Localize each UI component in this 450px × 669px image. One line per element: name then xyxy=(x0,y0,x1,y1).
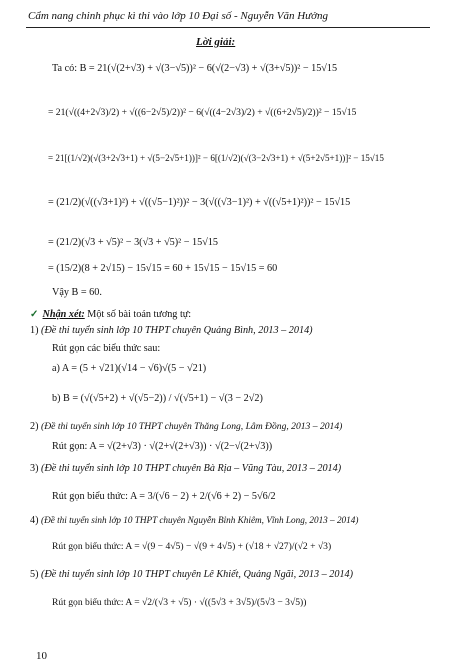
problem-intro: Rút gọn các biểu thức sau: xyxy=(52,343,161,354)
solution-heading: Lời giải: xyxy=(196,36,236,48)
remark-label: Nhận xét: xyxy=(42,309,85,320)
problem-part: b) B = (√(√5+2) + √(√5−2)) / √(√5+1) − √(3 − 2√2) xyxy=(52,393,263,404)
solution-line: Ta có: B = 21(√(2+√3) + √(3−√5))² − 6(√(2−√3) + √(3+√5))² − 15√15 xyxy=(52,63,338,74)
problem-source xyxy=(30,462,341,475)
problem-source xyxy=(30,514,358,527)
remark-text: Một số bài toán tương tự: xyxy=(84,309,192,320)
solution-line: = 21[(1/√2)(√(3+2√3+1) + √(5−2√5+1))]² − 6[(1/√2)(√(3−2√3+1) + √(5+2√5+1))]² − 15√15 xyxy=(48,153,384,163)
problem-source-text: (Đề thi tuyển sinh lớp 10 THPT chuyên Lê Khiết, Quảng Ngãi, 2013 – 2014) xyxy=(41,569,354,580)
problem-source xyxy=(30,568,353,581)
problem-source-text: (Đề thi tuyển sinh lớp 10 THPT chuyên Thăng Long, Lâm Đồng, 2013 – 2014) xyxy=(41,421,343,432)
problem-source xyxy=(30,420,342,433)
solution-line: = (21/2)(√3 + √5)² − 3(√3 + √5)² − 15√15 xyxy=(48,237,219,248)
problem-source xyxy=(30,324,313,337)
problem-intro: Rút gọn biểu thức: A = 3/(√6 − 2) + 2/(√6 + 2) − 5√6/2 xyxy=(52,491,276,502)
solution-line: = (21/2)(√((√3+1)²) + √((√5−1)²))² − 3(√((√3−1)²) + √((√5+1)²))² − 15√15 xyxy=(48,197,351,208)
problem-intro: Rút gọn biểu thức: A = √(9 − 4√5) − √(9 + 4√5) + (√18 + √27)/(√2 + √3) xyxy=(52,541,332,552)
remark xyxy=(30,308,191,321)
problem-source-text: (Đề thi tuyển sinh lớp 10 THPT chuyên Quảng Bình, 2013 – 2014) xyxy=(41,325,313,336)
problem-source-text: (Đề thi tuyển sinh lớp 10 THPT chuyên Bà Rịa – Vũng Tàu, 2013 – 2014) xyxy=(41,463,342,474)
solution-line: = 21(√((4+2√3)/2) + √((6−2√5)/2))² − 6(√((4−2√3)/2) + √((6+2√5)/2))² − 15√15 xyxy=(48,107,357,118)
checkmark-icon: ✓ xyxy=(30,309,39,320)
page-number: 10 xyxy=(36,650,47,662)
problem-intro: Rút gọn biểu thức: A = √2/(√3 + √5) · √((5√3 + 3√5)/(5√3 − 3√5)) xyxy=(52,597,307,608)
problem-source-text: (Đề thi tuyển sinh lớp 10 THPT chuyên Nguyễn Bỉnh Khiêm, Vĩnh Long, 2013 – 2014) xyxy=(41,515,359,525)
header-divider xyxy=(26,27,430,28)
problem-part: a) A = (5 + √21)(√14 − √6)√(5 − √21) xyxy=(52,363,207,374)
problem-number: 2) xyxy=(30,421,39,432)
page-header: Cẩm nang chinh phục kì thi vào lớp 10 Đại số - Nguyễn Văn Hưởng xyxy=(28,10,329,22)
problem-intro: Rút gọn: A = √(2+√3) · √(2+√(2+√3)) · √(2−√(2+√3)) xyxy=(52,441,273,452)
problem-number: 4) xyxy=(30,515,39,526)
solution-conclusion: Vậy B = 60. xyxy=(52,287,102,298)
problem-number: 3) xyxy=(30,463,39,474)
solution-line: = (15/2)(8 + 2√15) − 15√15 = 60 + 15√15 − 15√15 = 60 xyxy=(48,263,278,274)
problem-number: 1) xyxy=(30,325,39,336)
problem-number: 5) xyxy=(30,569,39,580)
